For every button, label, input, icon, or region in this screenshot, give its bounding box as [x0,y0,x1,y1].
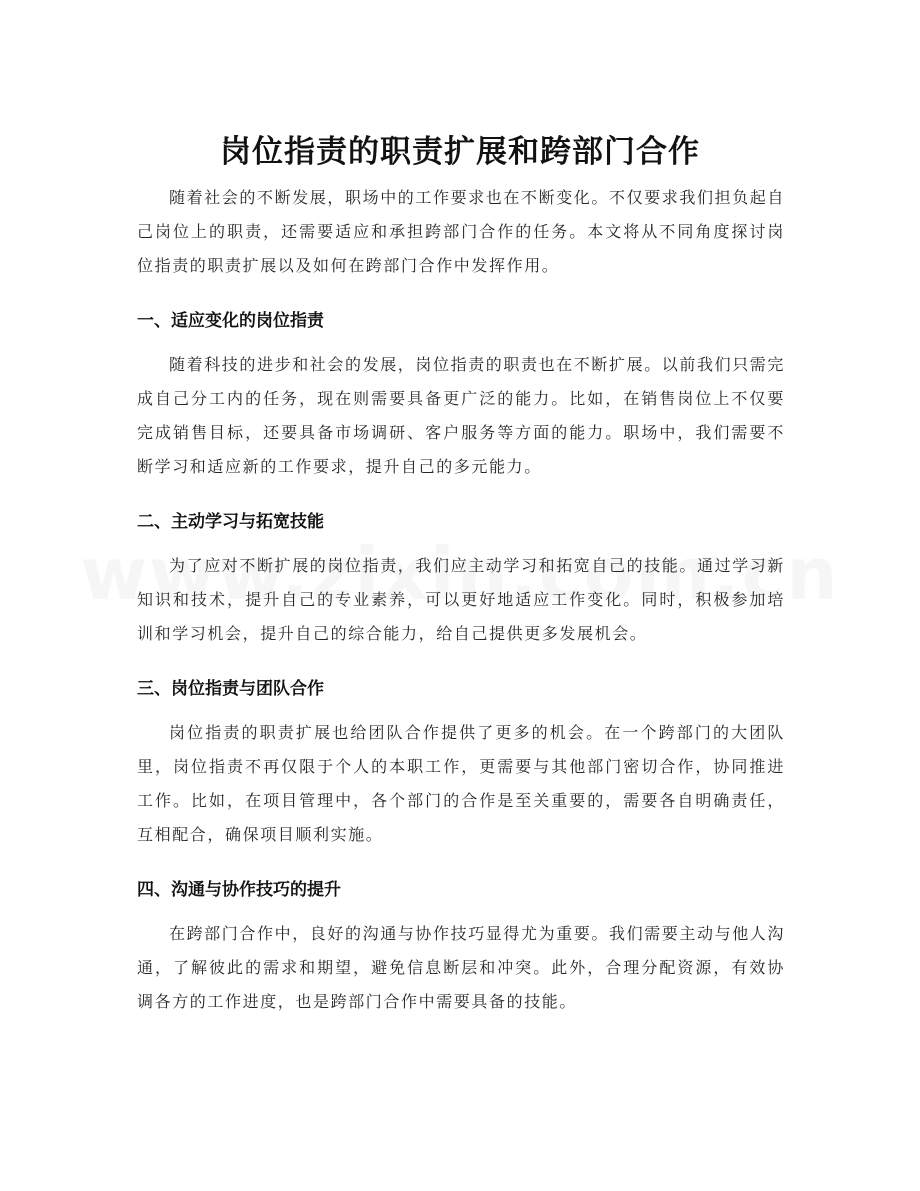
section-heading-1: 一、适应变化的岗位指责 [137,311,324,331]
section-heading-3: 三、岗位指责与团队合作 [137,679,324,699]
document-body [137,181,785,1019]
section-paragraph-2: 为了应对不断扩展的岗位指责，我们应主动学习和拓宽自己的技能。通过学习新知识和技术，提升自己的专业素养，可以更好地适应工作变化。同时，积极参加培训和学习机会，提升自己的综合能力，给自己提供更多发展机会。 [137,556,786,643]
intro-paragraph: 随着社会的不断发展，职场中的工作要求也在不断变化。不仅要求我们担负起自己岗位上的职责，还需要适应和承担跨部门合作的任务。本文将从不同角度探讨岗位指责的职责扩展以及如何在跨部门合作中发挥作用。 [137,188,786,275]
section-heading-2: 二、主动学习与拓宽技能 [137,512,324,532]
section-heading-4: 四、沟通与协作技巧的提升 [137,880,341,900]
section-paragraph-1: 随着科技的进步和社会的发展，岗位指责的职责也在不断扩展。以前我们只需完成自己分工内的任务，现在则需要具备更广泛的能力。比如，在销售岗位上不仅要完成销售目标，还要具备市场调研、客户服务等方面的能力。职场中，我们需要不断学习和适应新的工作要求，提升自己的多元能力。 [137,355,786,476]
document-title: 岗位指责的职责扩展和跨部门合作 [220,133,700,170]
section-paragraph-4: 在跨部门合作中，良好的沟通与协作技巧显得尤为重要。我们需要主动与他人沟通，了解彼此的需求和期望，避免信息断层和冲突。此外，合理分配资源，有效协调各方的工作进度，也是跨部门合作中需要具备的技能。 [137,924,786,1011]
section-paragraph-3: 岗位指责的职责扩展也给团队合作提供了更多的机会。在一个跨部门的大团队里，岗位指责不再仅限于个人的本职工作，更需要与其他部门密切合作，协同推进工作。比如，在项目管理中，各个部门的合作是至关重要的，需要各自明确责任，互相配合，确保项目顺利实施。 [137,723,785,844]
